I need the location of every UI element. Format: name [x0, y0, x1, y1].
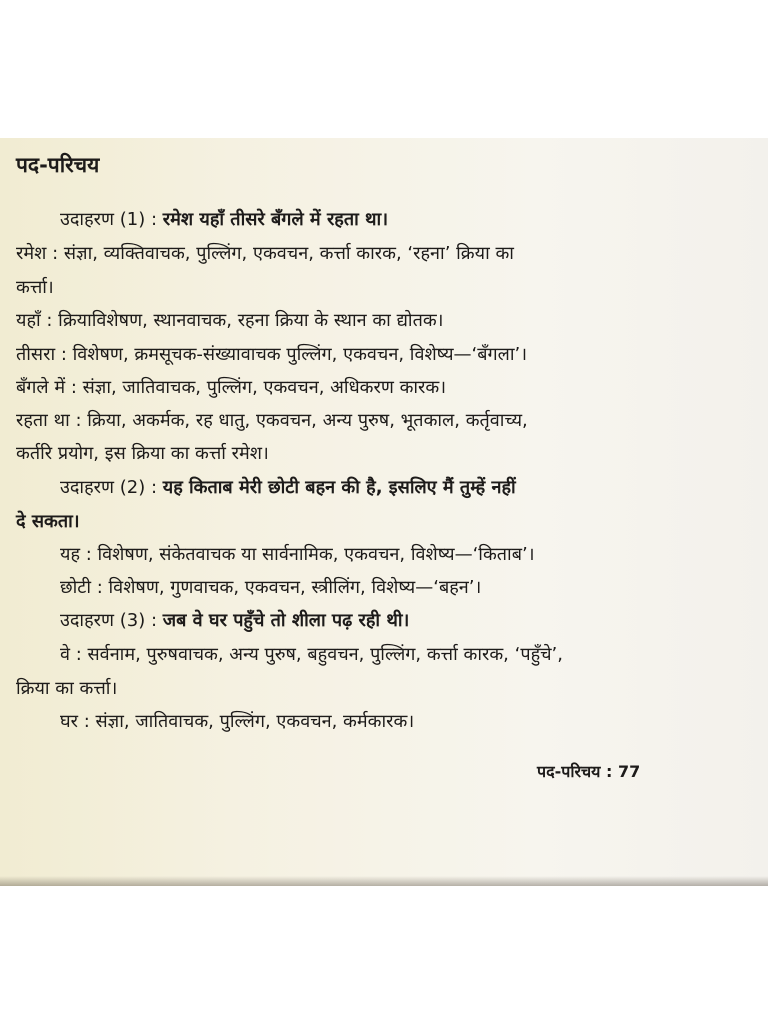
text-line: यह : विशेषण, संकेतवाचक या सार्वनामिक, एकवचन, विशेष्य—‘किताब’। [60, 544, 535, 565]
example-2-heading [60, 471, 516, 505]
example-sentence-continued: दे सकता। [16, 511, 80, 532]
text-line: छोटी : विशेषण, गुणवाचक, एकवचन, स्त्रीलिंग, विशेष्य—‘बहन’। [60, 577, 482, 598]
text-line: रहता था : क्रिया, अकर्मक, रह धातु, एकवचन, अन्य पुरुष, भूतकाल, कर्तृवाच्य, [16, 410, 528, 431]
text-line: क्रिया का कर्त्ता। [16, 678, 118, 699]
text-line: वे : सर्वनाम, पुरुषवाचक, अन्य पुरुष, बहुवचन, पुल्लिंग, कर्त्ता कारक, ‘पहुँचे’, [60, 644, 563, 665]
text-line: कर्तरि प्रयोग, इस क्रिया का कर्त्ता रमेश। [16, 443, 269, 464]
example-label: उदाहरण (3) : [60, 610, 163, 631]
text-line: यहाँ : क्रियाविशेषण, स्थानवाचक, रहना क्रिया के स्थान का द्योतक। [16, 310, 444, 331]
text-line: तीसरा : विशेषण, क्रमसूचक-संख्यावाचक पुल्लिंग, एकवचन, विशेष्य—‘बँगला’। [16, 344, 528, 365]
text-line: बँगले में : संज्ञा, जातिवाचक, पुल्लिंग, एकवचन, अधिकरण कारक। [16, 377, 447, 398]
example-sentence: यह किताब मेरी छोटी बहन की है, इसलिए मैं तुम्हें नहीं [162, 477, 516, 498]
page-footer: पद-परिचय : 77 [537, 762, 641, 781]
text-line: घर : संज्ञा, जातिवाचक, पुल्लिंग, एकवचन, कर्मकारक। [60, 711, 415, 732]
example-sentence: जब वे घर पहुँचे तो शीला पढ़ रही थी। [162, 610, 410, 631]
example-3-heading [60, 604, 409, 638]
page-title: पद-परिचय [16, 153, 100, 177]
example-label: उदाहरण (2) : [60, 477, 163, 498]
example-label: उदाहरण (1) : [60, 209, 163, 230]
text-line: कर्त्ता। [16, 277, 54, 298]
example-1-heading [60, 203, 388, 237]
example-sentence: रमेश यहाँ तीसरे बँगले में रहता था। [162, 209, 389, 230]
text-line: रमेश : संज्ञा, व्यक्तिवाचक, पुल्लिंग, एकवचन, कर्त्ता कारक, ‘रहना’ क्रिया का [16, 243, 514, 264]
